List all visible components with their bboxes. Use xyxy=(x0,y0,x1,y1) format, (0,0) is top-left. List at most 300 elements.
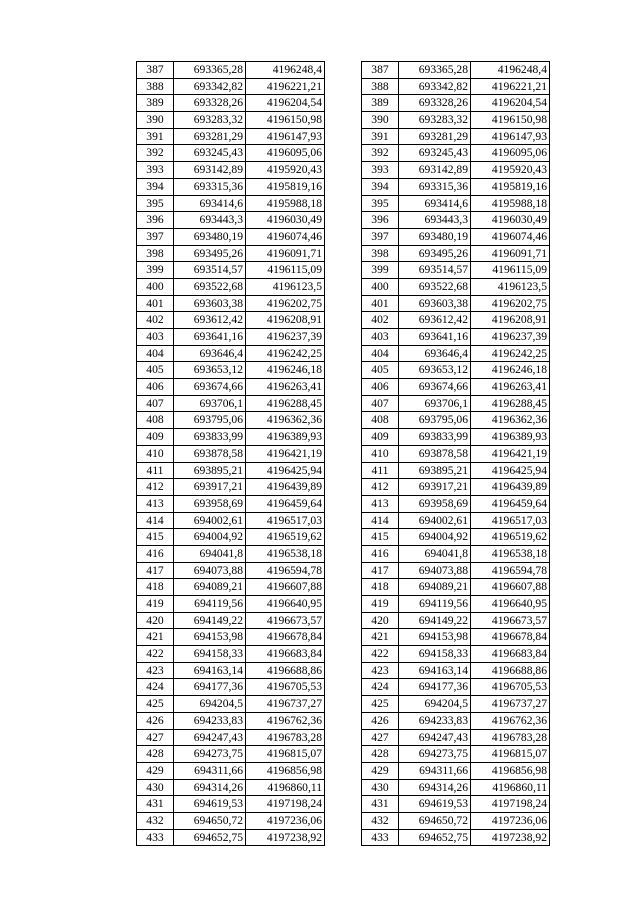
table-row xyxy=(362,629,550,646)
table-row xyxy=(137,479,325,496)
point-number-cell: 420 xyxy=(362,612,399,629)
y-coordinate-cell: 4196248,4 xyxy=(246,62,325,79)
point-number-cell: 418 xyxy=(362,579,399,596)
point-number-cell: 397 xyxy=(137,228,174,245)
x-coordinate-cell: 693653,12 xyxy=(399,362,471,379)
y-coordinate-cell: 4196737,27 xyxy=(246,696,325,713)
y-coordinate-cell: 4196150,98 xyxy=(471,112,550,129)
point-number-cell: 396 xyxy=(362,212,399,229)
x-coordinate-cell: 693641,16 xyxy=(399,329,471,346)
point-number-cell: 397 xyxy=(362,228,399,245)
table-row xyxy=(137,579,325,596)
y-coordinate-cell: 4196538,18 xyxy=(246,545,325,562)
point-number-cell: 425 xyxy=(362,696,399,713)
table-row xyxy=(362,479,550,496)
point-number-cell: 389 xyxy=(362,95,399,112)
y-coordinate-cell: 4196091,71 xyxy=(471,245,550,262)
point-number-cell: 432 xyxy=(362,812,399,829)
point-number-cell: 392 xyxy=(137,145,174,162)
x-coordinate-cell: 693283,32 xyxy=(174,112,246,129)
point-number-cell: 414 xyxy=(137,512,174,529)
y-coordinate-cell: 4196688,86 xyxy=(471,662,550,679)
y-coordinate-cell: 4196147,93 xyxy=(471,128,550,145)
point-number-cell: 402 xyxy=(137,312,174,329)
table-row xyxy=(137,78,325,95)
point-number-cell: 394 xyxy=(137,178,174,195)
point-number-cell: 396 xyxy=(137,212,174,229)
point-number-cell: 415 xyxy=(362,529,399,546)
y-coordinate-cell: 4196202,75 xyxy=(471,295,550,312)
point-number-cell: 404 xyxy=(362,345,399,362)
point-number-cell: 400 xyxy=(362,278,399,295)
x-coordinate-cell: 694652,75 xyxy=(174,829,246,846)
x-coordinate-cell: 693315,36 xyxy=(174,178,246,195)
x-coordinate-cell: 694004,92 xyxy=(174,529,246,546)
point-number-cell: 426 xyxy=(362,712,399,729)
y-coordinate-cell: 4196074,46 xyxy=(471,228,550,245)
y-coordinate-cell: 4196762,36 xyxy=(246,712,325,729)
point-number-cell: 398 xyxy=(362,245,399,262)
y-coordinate-cell: 4195920,43 xyxy=(246,162,325,179)
point-number-cell: 407 xyxy=(362,395,399,412)
table-row xyxy=(137,245,325,262)
y-coordinate-cell: 4196538,18 xyxy=(471,545,550,562)
point-number-cell: 409 xyxy=(362,429,399,446)
y-coordinate-cell: 4196683,84 xyxy=(246,646,325,663)
table-row xyxy=(137,545,325,562)
point-number-cell: 422 xyxy=(137,646,174,663)
table-row xyxy=(137,696,325,713)
y-coordinate-cell: 4195920,43 xyxy=(471,162,550,179)
table-row xyxy=(137,779,325,796)
x-coordinate-cell: 694149,22 xyxy=(399,612,471,629)
y-coordinate-cell: 4196242,25 xyxy=(471,345,550,362)
y-coordinate-cell: 4196389,93 xyxy=(246,429,325,446)
point-number-cell: 392 xyxy=(362,145,399,162)
y-coordinate-cell: 4196115,09 xyxy=(471,262,550,279)
point-number-cell: 429 xyxy=(137,762,174,779)
point-number-cell: 403 xyxy=(362,329,399,346)
point-number-cell: 399 xyxy=(137,262,174,279)
table-row xyxy=(362,212,550,229)
coordinates-table-left xyxy=(136,61,325,846)
point-number-cell: 428 xyxy=(362,746,399,763)
table-row xyxy=(137,562,325,579)
y-coordinate-cell: 4196115,09 xyxy=(246,262,325,279)
x-coordinate-cell: 693674,66 xyxy=(399,379,471,396)
x-coordinate-cell: 693706,1 xyxy=(399,395,471,412)
point-number-cell: 395 xyxy=(362,195,399,212)
table-row xyxy=(137,796,325,813)
table-row xyxy=(137,145,325,162)
table-row xyxy=(362,796,550,813)
x-coordinate-cell: 694153,98 xyxy=(174,629,246,646)
point-number-cell: 428 xyxy=(137,746,174,763)
table-row xyxy=(362,512,550,529)
table-row xyxy=(137,295,325,312)
point-number-cell: 388 xyxy=(137,78,174,95)
y-coordinate-cell: 4196459,64 xyxy=(246,495,325,512)
point-number-cell: 405 xyxy=(362,362,399,379)
y-coordinate-cell: 4196263,41 xyxy=(471,379,550,396)
table-row xyxy=(362,412,550,429)
point-number-cell: 412 xyxy=(137,479,174,496)
table-row xyxy=(137,345,325,362)
table-row xyxy=(362,445,550,462)
table-row xyxy=(362,228,550,245)
y-coordinate-cell: 4196762,36 xyxy=(471,712,550,729)
y-coordinate-cell: 4196688,86 xyxy=(246,662,325,679)
point-number-cell: 431 xyxy=(362,796,399,813)
point-number-cell: 417 xyxy=(137,562,174,579)
y-coordinate-cell: 4196030,49 xyxy=(246,212,325,229)
x-coordinate-cell: 693653,12 xyxy=(174,362,246,379)
y-coordinate-cell: 4196425,94 xyxy=(246,462,325,479)
x-coordinate-cell: 693674,66 xyxy=(174,379,246,396)
x-coordinate-cell: 694041,8 xyxy=(399,545,471,562)
y-coordinate-cell: 4196091,71 xyxy=(246,245,325,262)
x-coordinate-cell: 693342,82 xyxy=(174,78,246,95)
table-row xyxy=(362,278,550,295)
table-row xyxy=(137,395,325,412)
point-number-cell: 399 xyxy=(362,262,399,279)
x-coordinate-cell: 694002,61 xyxy=(174,512,246,529)
x-coordinate-cell: 693795,06 xyxy=(399,412,471,429)
table-row xyxy=(362,779,550,796)
y-coordinate-cell: 4196123,5 xyxy=(471,278,550,295)
y-coordinate-cell: 4196640,95 xyxy=(246,596,325,613)
table-row xyxy=(137,178,325,195)
point-number-cell: 427 xyxy=(137,729,174,746)
point-number-cell: 423 xyxy=(362,662,399,679)
point-number-cell: 413 xyxy=(362,495,399,512)
x-coordinate-cell: 693342,82 xyxy=(399,78,471,95)
y-coordinate-cell: 4196673,57 xyxy=(471,612,550,629)
table-row xyxy=(362,112,550,129)
point-number-cell: 407 xyxy=(137,395,174,412)
y-coordinate-cell: 4195819,16 xyxy=(246,178,325,195)
y-coordinate-cell: 4196815,07 xyxy=(471,746,550,763)
point-number-cell: 417 xyxy=(362,562,399,579)
x-coordinate-cell: 693495,26 xyxy=(399,245,471,262)
y-coordinate-cell: 4197238,92 xyxy=(471,829,550,846)
table-row xyxy=(362,128,550,145)
x-coordinate-cell: 693365,28 xyxy=(174,62,246,79)
table-row xyxy=(137,379,325,396)
point-number-cell: 422 xyxy=(362,646,399,663)
y-coordinate-cell: 4196439,89 xyxy=(471,479,550,496)
y-coordinate-cell: 4197198,24 xyxy=(246,796,325,813)
table-row xyxy=(362,545,550,562)
table-row xyxy=(137,95,325,112)
point-number-cell: 418 xyxy=(137,579,174,596)
point-number-cell: 421 xyxy=(362,629,399,646)
point-number-cell: 408 xyxy=(362,412,399,429)
point-number-cell: 430 xyxy=(137,779,174,796)
x-coordinate-cell: 693522,68 xyxy=(399,278,471,295)
table-row xyxy=(362,729,550,746)
point-number-cell: 415 xyxy=(137,529,174,546)
point-number-cell: 433 xyxy=(137,829,174,846)
x-coordinate-cell: 694650,72 xyxy=(174,812,246,829)
y-coordinate-cell: 4196673,57 xyxy=(246,612,325,629)
x-coordinate-cell: 694204,5 xyxy=(399,696,471,713)
table-row xyxy=(137,596,325,613)
x-coordinate-cell: 693958,69 xyxy=(399,495,471,512)
x-coordinate-cell: 693917,21 xyxy=(399,479,471,496)
y-coordinate-cell: 4196208,91 xyxy=(471,312,550,329)
table-row xyxy=(362,429,550,446)
y-coordinate-cell: 4196737,27 xyxy=(471,696,550,713)
table-row xyxy=(137,812,325,829)
y-coordinate-cell: 4196640,95 xyxy=(471,596,550,613)
x-coordinate-cell: 694204,5 xyxy=(174,696,246,713)
y-coordinate-cell: 4196607,88 xyxy=(471,579,550,596)
point-number-cell: 393 xyxy=(362,162,399,179)
table-row xyxy=(362,712,550,729)
y-coordinate-cell: 4196150,98 xyxy=(246,112,325,129)
point-number-cell: 391 xyxy=(362,128,399,145)
y-coordinate-cell: 4196221,21 xyxy=(246,78,325,95)
y-coordinate-cell: 4196421,19 xyxy=(471,445,550,462)
y-coordinate-cell: 4196288,45 xyxy=(471,395,550,412)
x-coordinate-cell: 693365,28 xyxy=(399,62,471,79)
table-row xyxy=(362,262,550,279)
x-coordinate-cell: 694311,66 xyxy=(174,762,246,779)
point-number-cell: 388 xyxy=(362,78,399,95)
y-coordinate-cell: 4196288,45 xyxy=(246,395,325,412)
x-coordinate-cell: 693495,26 xyxy=(174,245,246,262)
x-coordinate-cell: 694177,36 xyxy=(399,679,471,696)
x-coordinate-cell: 694119,56 xyxy=(174,596,246,613)
x-coordinate-cell: 693603,38 xyxy=(399,295,471,312)
x-coordinate-cell: 693281,29 xyxy=(399,128,471,145)
x-coordinate-cell: 693443,3 xyxy=(174,212,246,229)
table-row xyxy=(362,679,550,696)
table-row xyxy=(137,195,325,212)
x-coordinate-cell: 694273,75 xyxy=(174,746,246,763)
x-coordinate-cell: 693958,69 xyxy=(174,495,246,512)
x-coordinate-cell: 694002,61 xyxy=(399,512,471,529)
table-row xyxy=(362,462,550,479)
point-number-cell: 403 xyxy=(137,329,174,346)
y-coordinate-cell: 4196783,28 xyxy=(246,729,325,746)
x-coordinate-cell: 693795,06 xyxy=(174,412,246,429)
x-coordinate-cell: 694158,33 xyxy=(174,646,246,663)
x-coordinate-cell: 693328,26 xyxy=(399,95,471,112)
table-row xyxy=(137,495,325,512)
y-coordinate-cell: 4196856,98 xyxy=(471,762,550,779)
x-coordinate-cell: 693281,29 xyxy=(174,128,246,145)
table-row xyxy=(137,445,325,462)
y-coordinate-cell: 4195988,18 xyxy=(246,195,325,212)
x-coordinate-cell: 693315,36 xyxy=(399,178,471,195)
x-coordinate-cell: 693646,4 xyxy=(399,345,471,362)
point-number-cell: 406 xyxy=(137,379,174,396)
y-coordinate-cell: 4196242,25 xyxy=(246,345,325,362)
point-number-cell: 411 xyxy=(137,462,174,479)
x-coordinate-cell: 694041,8 xyxy=(174,545,246,562)
point-number-cell: 393 xyxy=(137,162,174,179)
table-row xyxy=(362,195,550,212)
x-coordinate-cell: 694314,26 xyxy=(174,779,246,796)
y-coordinate-cell: 4196123,5 xyxy=(246,278,325,295)
point-number-cell: 425 xyxy=(137,696,174,713)
x-coordinate-cell: 693612,42 xyxy=(399,312,471,329)
y-coordinate-cell: 4196519,62 xyxy=(471,529,550,546)
table-row xyxy=(362,145,550,162)
table-row xyxy=(362,62,550,79)
point-number-cell: 432 xyxy=(137,812,174,829)
x-coordinate-cell: 694004,92 xyxy=(399,529,471,546)
y-coordinate-cell: 4195819,16 xyxy=(471,178,550,195)
y-coordinate-cell: 4196459,64 xyxy=(471,495,550,512)
x-coordinate-cell: 693895,21 xyxy=(174,462,246,479)
table-row xyxy=(137,62,325,79)
table-row xyxy=(362,646,550,663)
x-coordinate-cell: 694073,88 xyxy=(399,562,471,579)
table-row xyxy=(137,646,325,663)
point-number-cell: 416 xyxy=(137,545,174,562)
y-coordinate-cell: 4196860,11 xyxy=(471,779,550,796)
point-number-cell: 389 xyxy=(137,95,174,112)
point-number-cell: 409 xyxy=(137,429,174,446)
table-row xyxy=(362,162,550,179)
table-row xyxy=(362,562,550,579)
x-coordinate-cell: 693142,89 xyxy=(174,162,246,179)
table-row xyxy=(362,596,550,613)
y-coordinate-cell: 4197236,06 xyxy=(246,812,325,829)
point-number-cell: 429 xyxy=(362,762,399,779)
point-number-cell: 398 xyxy=(137,245,174,262)
point-number-cell: 400 xyxy=(137,278,174,295)
y-coordinate-cell: 4196678,84 xyxy=(246,629,325,646)
point-number-cell: 419 xyxy=(362,596,399,613)
y-coordinate-cell: 4196246,18 xyxy=(246,362,325,379)
y-coordinate-cell: 4196439,89 xyxy=(246,479,325,496)
table-row xyxy=(137,312,325,329)
x-coordinate-cell: 694314,26 xyxy=(399,779,471,796)
point-number-cell: 402 xyxy=(362,312,399,329)
table-row xyxy=(137,112,325,129)
point-number-cell: 424 xyxy=(362,679,399,696)
point-number-cell: 416 xyxy=(362,545,399,562)
table-row xyxy=(137,712,325,729)
point-number-cell: 410 xyxy=(362,445,399,462)
point-number-cell: 390 xyxy=(362,112,399,129)
table-row xyxy=(362,529,550,546)
table-row xyxy=(362,379,550,396)
y-coordinate-cell: 4196783,28 xyxy=(471,729,550,746)
point-number-cell: 408 xyxy=(137,412,174,429)
table-row xyxy=(137,512,325,529)
point-number-cell: 404 xyxy=(137,345,174,362)
point-number-cell: 424 xyxy=(137,679,174,696)
y-coordinate-cell: 4196208,91 xyxy=(246,312,325,329)
y-coordinate-cell: 4196074,46 xyxy=(246,228,325,245)
table-row xyxy=(137,762,325,779)
table-row xyxy=(137,529,325,546)
table-row xyxy=(362,696,550,713)
x-coordinate-cell: 693646,4 xyxy=(174,345,246,362)
y-coordinate-cell: 4196815,07 xyxy=(246,746,325,763)
x-coordinate-cell: 693245,43 xyxy=(399,145,471,162)
x-coordinate-cell: 694153,98 xyxy=(399,629,471,646)
point-number-cell: 387 xyxy=(362,62,399,79)
table-row xyxy=(362,312,550,329)
y-coordinate-cell: 4196362,36 xyxy=(471,412,550,429)
y-coordinate-cell: 4196202,75 xyxy=(246,295,325,312)
table-row xyxy=(137,729,325,746)
x-coordinate-cell: 694177,36 xyxy=(174,679,246,696)
table-row xyxy=(362,812,550,829)
y-coordinate-cell: 4196705,53 xyxy=(471,679,550,696)
x-coordinate-cell: 693514,57 xyxy=(399,262,471,279)
y-coordinate-cell: 4196678,84 xyxy=(471,629,550,646)
x-coordinate-cell: 694233,83 xyxy=(399,712,471,729)
point-number-cell: 401 xyxy=(137,295,174,312)
x-coordinate-cell: 693878,58 xyxy=(399,445,471,462)
y-coordinate-cell: 4196519,62 xyxy=(246,529,325,546)
point-number-cell: 412 xyxy=(362,479,399,496)
x-coordinate-cell: 693443,3 xyxy=(399,212,471,229)
x-coordinate-cell: 694619,53 xyxy=(399,796,471,813)
table-row xyxy=(362,178,550,195)
y-coordinate-cell: 4196237,39 xyxy=(471,329,550,346)
table-row xyxy=(137,362,325,379)
table-row xyxy=(362,495,550,512)
y-coordinate-cell: 4196860,11 xyxy=(246,779,325,796)
table-row xyxy=(362,245,550,262)
point-number-cell: 390 xyxy=(137,112,174,129)
coordinates-table-body xyxy=(137,62,325,846)
point-number-cell: 406 xyxy=(362,379,399,396)
table-row xyxy=(362,395,550,412)
x-coordinate-cell: 693641,16 xyxy=(174,329,246,346)
point-number-cell: 413 xyxy=(137,495,174,512)
y-coordinate-cell: 4196246,18 xyxy=(471,362,550,379)
y-coordinate-cell: 4196425,94 xyxy=(471,462,550,479)
x-coordinate-cell: 693706,1 xyxy=(174,395,246,412)
table-row xyxy=(137,629,325,646)
point-number-cell: 405 xyxy=(137,362,174,379)
x-coordinate-cell: 694073,88 xyxy=(174,562,246,579)
x-coordinate-cell: 694163,14 xyxy=(174,662,246,679)
x-coordinate-cell: 694650,72 xyxy=(399,812,471,829)
y-coordinate-cell: 4196594,78 xyxy=(471,562,550,579)
table-row xyxy=(137,262,325,279)
table-row xyxy=(362,362,550,379)
coordinates-table-right xyxy=(361,61,550,846)
x-coordinate-cell: 693414,6 xyxy=(174,195,246,212)
y-coordinate-cell: 4196517,03 xyxy=(246,512,325,529)
table-row xyxy=(137,612,325,629)
x-coordinate-cell: 693603,38 xyxy=(174,295,246,312)
point-number-cell: 410 xyxy=(137,445,174,462)
point-number-cell: 391 xyxy=(137,128,174,145)
x-coordinate-cell: 694247,43 xyxy=(174,729,246,746)
y-coordinate-cell: 4196594,78 xyxy=(246,562,325,579)
table-row xyxy=(137,429,325,446)
y-coordinate-cell: 4196237,39 xyxy=(246,329,325,346)
point-number-cell: 395 xyxy=(137,195,174,212)
y-coordinate-cell: 4197236,06 xyxy=(471,812,550,829)
x-coordinate-cell: 693514,57 xyxy=(174,262,246,279)
x-coordinate-cell: 694273,75 xyxy=(399,746,471,763)
y-coordinate-cell: 4196030,49 xyxy=(471,212,550,229)
x-coordinate-cell: 693245,43 xyxy=(174,145,246,162)
table-row xyxy=(137,329,325,346)
